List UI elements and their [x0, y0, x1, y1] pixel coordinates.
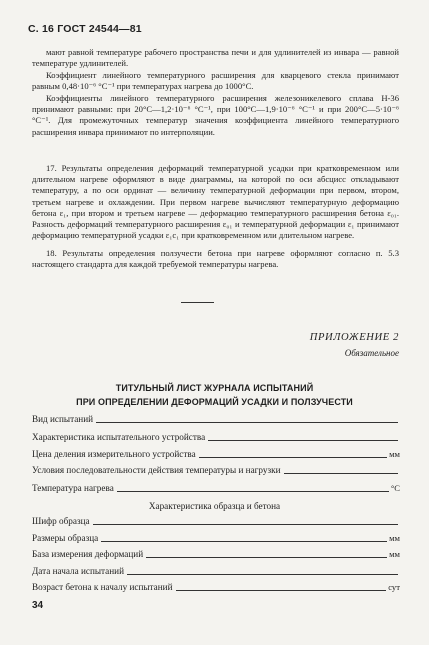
field-start-date[interactable]	[32, 566, 400, 577]
field-line[interactable]	[176, 589, 387, 591]
field-specimen-code[interactable]	[32, 516, 400, 527]
field-concrete-age[interactable]	[32, 582, 400, 593]
field-line[interactable]	[101, 540, 387, 542]
field-line[interactable]	[127, 573, 398, 575]
paragraph-18	[32, 248, 399, 270]
paragraph-text: мают равной температуре рабочего пространства печи и для удлинителей из инвара — равной температуре удлинителей.	[32, 47, 399, 69]
field-unit: мм	[389, 449, 400, 459]
field-label: Вид испытаний	[32, 414, 94, 424]
page-number: 34	[32, 600, 44, 611]
field-unit: мм	[389, 533, 400, 543]
field-line[interactable]	[208, 439, 398, 441]
field-line[interactable]	[117, 490, 389, 492]
section-divider	[181, 302, 214, 303]
paragraph-text: Коэффициент линейного температурного расширения для кварцевого стекла принимают равным 0,48·10⁻⁶ °C⁻¹ при температурах нагрева до 1000°C.	[32, 70, 399, 92]
field-label: База измерения деформаций	[32, 549, 144, 559]
field-test-type[interactable]	[32, 414, 400, 425]
appendix-block	[310, 332, 399, 358]
field-scale-division[interactable]	[32, 449, 400, 460]
field-line[interactable]	[284, 472, 398, 474]
field-device-characteristics[interactable]	[32, 432, 400, 443]
field-line[interactable]	[199, 456, 387, 458]
form-title-line-1: ТИТУЛЬНЫЙ ЛИСТ ЖУРНАЛА ИСПЫТАНИЙ	[115, 383, 314, 393]
paragraph-continuation	[32, 47, 399, 69]
field-heating-temperature[interactable]	[32, 483, 400, 494]
field-unit: °C	[390, 483, 400, 493]
field-label: Возраст бетона к началу испытаний	[32, 582, 173, 592]
section-subheading: Характеристика образца и бетона	[148, 501, 281, 511]
field-line[interactable]	[96, 421, 398, 423]
field-sequence-conditions[interactable]	[32, 465, 400, 476]
paragraph-alloy	[32, 93, 399, 138]
paragraph-text: Коэффициенты линейного температурного расширения железоникелевого сплава Н-36 принимают равными: при 20°C—1,2·10⁻⁶ °C⁻¹, при 100°C—1,9·10⁻⁶ °C⁻¹ и при 200°C—5·10⁻⁶ °C⁻¹. Для промежуточных температур значения коэффициента линейного температурного расширения инвара принимают по интерполяции.	[32, 93, 399, 137]
field-line[interactable]	[93, 523, 398, 525]
form-title-line-2: ПРИ ОПРЕДЕЛЕНИИ ДЕФОРМАЦИЙ УСАДКИ И ПОЛЗУЧЕСТИ	[76, 397, 353, 407]
paragraph-text: 18. Результаты определения ползучести бетона при нагреве оформляют согласно п. 5.3 настоящего стандарта для каждой требуемой температуры нагрева.	[32, 248, 399, 270]
field-label: Условия последовательности действия температуры и нагрузки	[32, 465, 281, 475]
field-label: Дата начала испытаний	[32, 566, 125, 576]
page-header: С. 16 ГОСТ 24544—81	[28, 23, 142, 35]
appendix-status: Обязательное	[344, 348, 399, 358]
paragraph-17	[32, 163, 399, 241]
field-label: Характеристика испытательного устройства	[32, 432, 206, 442]
field-label: Цена деления измерительного устройства	[32, 449, 196, 459]
field-specimen-size[interactable]	[32, 533, 400, 544]
field-label: Размеры образца	[32, 533, 99, 543]
appendix-label: ПРИЛОЖЕНИЕ 2	[309, 332, 399, 343]
field-label: Шифр образца	[32, 516, 90, 526]
field-line[interactable]	[146, 556, 387, 558]
paragraph-quartz	[32, 70, 399, 92]
field-unit: мм	[389, 549, 400, 559]
field-unit: сут	[388, 582, 400, 592]
field-label: Температура нагрева	[32, 483, 114, 493]
paragraph-text: 17. Результаты определения деформаций температурной усадки при кратковременном или длительном нагреве оформляют в виде диаграммы, на которой по оси абсцисс откладывают температуру, а по оси ординат — величину температурной деформации при первом, втором, третьем нагреве и охлаждении. При первом нагреве вычисляют температурную деформацию бетона ε₁, при втором и третьем нагреве — деформацию температурного расширения бетона ε₀₁. Разность деформаций температурного расширения ε₀₁ и температурной деформации ε₁ принимают деформацию температурной усадки ε₁с₁ при кратковременном или длительном нагреве.	[32, 163, 399, 241]
field-gauge-length[interactable]	[32, 549, 400, 560]
